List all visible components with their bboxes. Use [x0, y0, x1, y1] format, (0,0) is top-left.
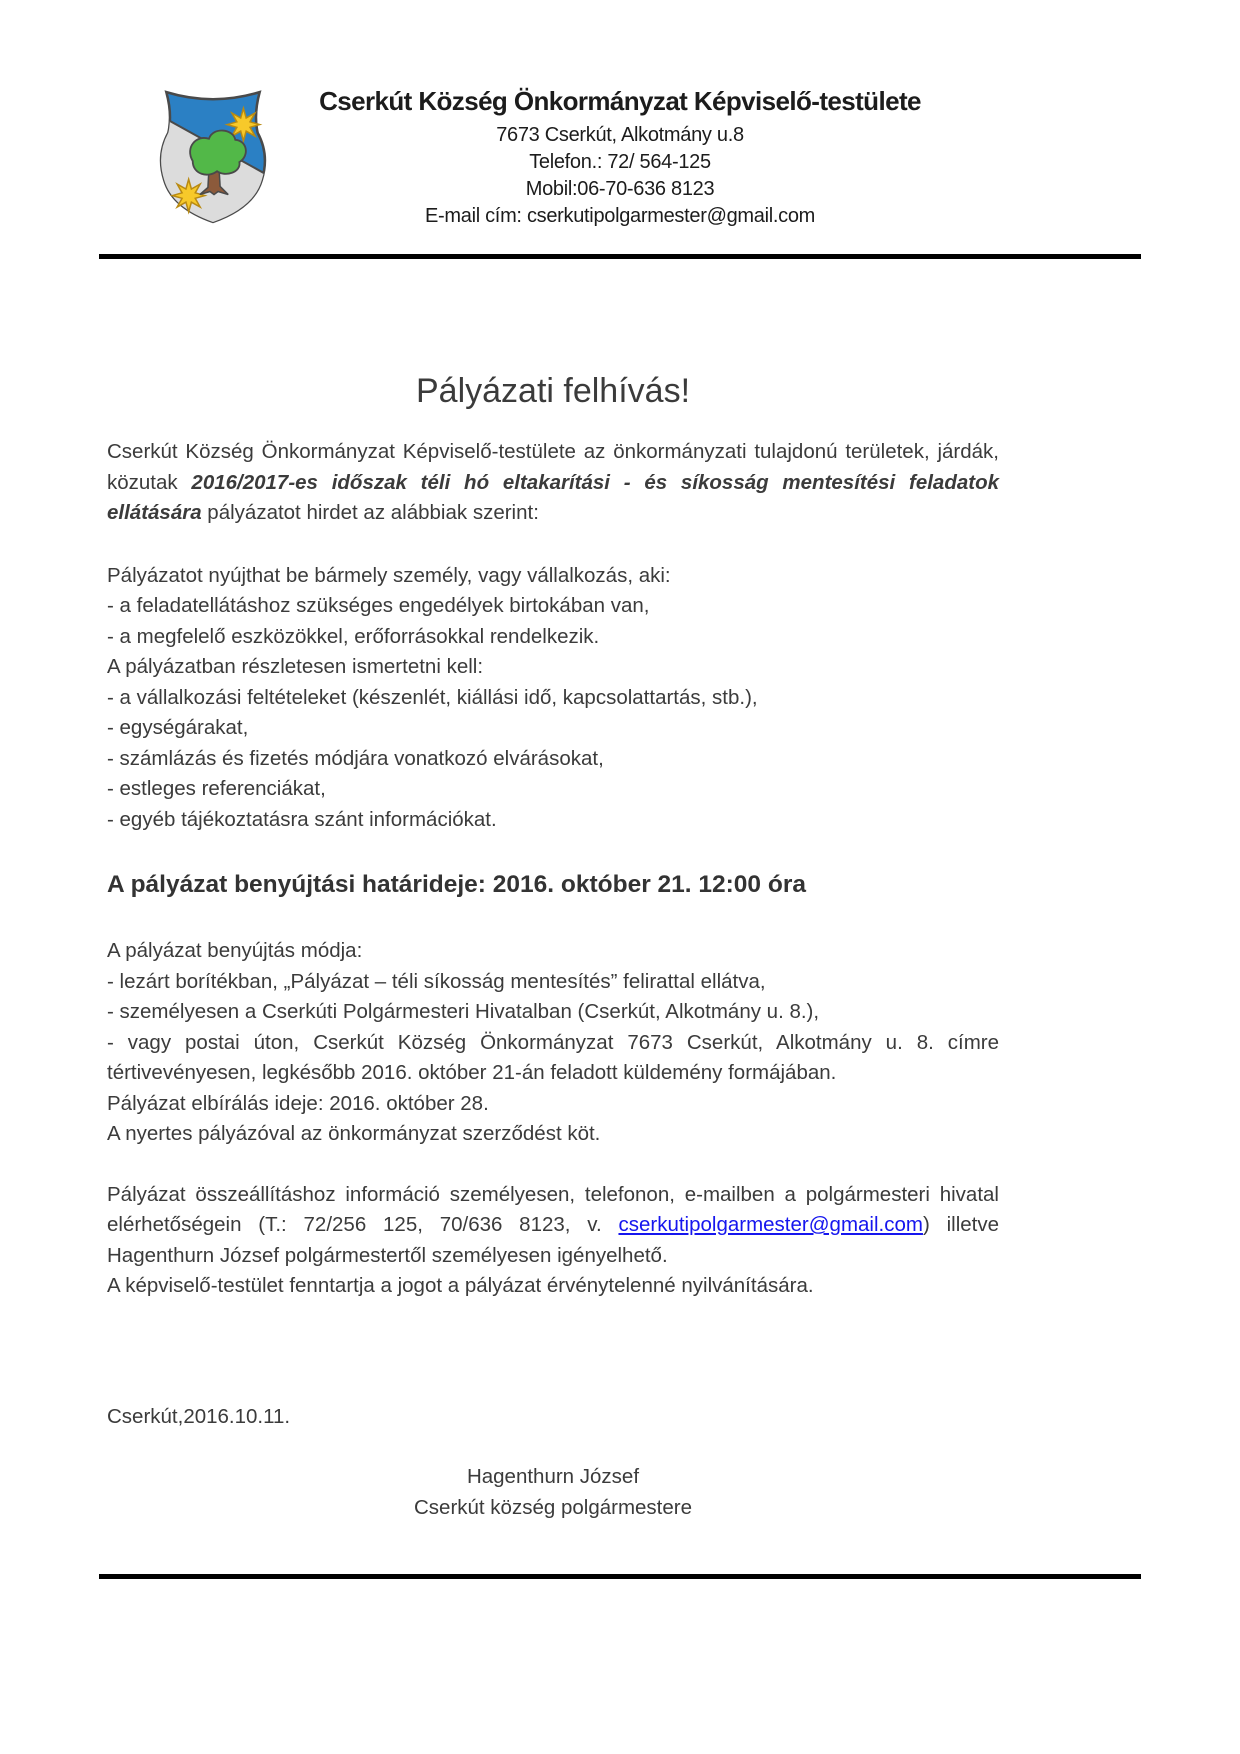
submission-section	[107, 936, 999, 1150]
detail-lead: A pályázatban részletesen ismertetni kell:	[107, 655, 484, 678]
municipal-coat-of-arms-icon	[150, 84, 276, 226]
deadline-heading: A pályázat benyújtási határideje: 2016. október 21. 12:00 óra	[107, 871, 806, 898]
submission-lead: A pályázat benyújtás módja:	[107, 939, 363, 962]
info-text-1: Pályázat összeállításhoz információ személyesen, telefonon, e-mailben a polgármesteri hivatal elérhetőségein (T.: 72/256 125, 70/636 8123, v.	[107, 1182, 999, 1236]
rights-note: A képviselő-testület fenntartja a jogot a pályázat érvénytelenné nyilvánítására.	[107, 1274, 814, 1297]
contract-note: A nyertes pályázóval az önkormányzat szerződést köt.	[107, 1122, 601, 1145]
list-item: - a vállalkozási feltételeket (készenlét, kiállási idő, kapcsolattartás, stb.),	[107, 685, 758, 709]
email-link[interactable]: cserkutipolgarmester@gmail.com	[618, 1213, 923, 1236]
list-item: - személyesen a Cserkúti Polgármesteri Hivatalban (Cserkút, Alkotmány u. 8.),	[107, 1000, 820, 1023]
letterhead	[0, 0, 1240, 259]
document-body	[107, 371, 999, 1523]
list-item: - estleges referenciákat,	[107, 777, 326, 800]
org-phone: Telefon.: 72/ 564-125	[529, 151, 711, 173]
list-item: - egységárakat,	[107, 716, 249, 739]
page-title: Pályázati felhívás!	[415, 372, 691, 410]
info-paragraph	[107, 1180, 999, 1272]
org-name: Cserkút Község Önkormányzat Képviselő-testülete	[319, 86, 921, 116]
intro-text-1: Cserkút Község Önkormányzat Képviselő-testülete az önkormányzati tulajdonú területek, járdák, közutak	[107, 440, 999, 494]
list-item: - a feladatellátáshoz szükséges engedélyek birtokában van,	[107, 594, 650, 617]
info-text-2: ) illetve Hagenthurn József polgármestertől személyesen igényelhető.	[107, 1213, 999, 1267]
header-divider	[99, 254, 1141, 259]
signature-block	[107, 1462, 999, 1523]
intro-emphasis: 2016/2017-es időszak téli hó eltakarítási - és síkosság mentesítési feladatok ellátására	[107, 470, 999, 524]
footer-divider	[99, 1574, 1141, 1579]
signer-title: Cserkút község polgármestere	[413, 1495, 692, 1519]
org-mobile: Mobil:06-70-636 8123	[525, 178, 715, 200]
list-item: - számlázás és fizetés módjára vonatkozó elvárásokat,	[107, 746, 604, 770]
list-item: - a megfelelő eszközökkel, erőforrásokkal rendelkezik.	[107, 624, 600, 648]
eligibility-lead: Pályázatot nyújthat be bármely személy, vagy vállalkozás, aki:	[107, 563, 671, 587]
info-section	[107, 1180, 999, 1302]
org-email: E-mail cím: cserkutipolgarmester@gmail.com	[424, 205, 816, 227]
judging-date: Pályázat elbírálás ideje: 2016. október 28.	[107, 1091, 489, 1115]
intro-paragraph	[107, 437, 999, 529]
signer-name: Hagenthurn József	[466, 1465, 640, 1488]
list-item: - vagy postai úton, Cserkút Község Önkormányzat 7673 Cserkút, Alkotmány u. 8. címre tértivevényesen, legkésőbb 2016. október 21-án feladott küldemény formájában.	[107, 1030, 999, 1084]
intro-text-2: pályázatot hirdet az alábbiak szerint:	[201, 501, 539, 524]
org-address: 7673 Cserkút, Alkotmány u.8	[496, 124, 744, 146]
eligibility-section	[107, 561, 999, 836]
list-item: - egyéb tájékoztatásra szánt információkat.	[107, 807, 497, 831]
date-line: Cserkút,2016.10.11.	[107, 1404, 291, 1428]
list-item: - lezárt borítékban, „Pályázat – téli síkosság mentesítés” felirattal ellátva,	[107, 969, 766, 993]
